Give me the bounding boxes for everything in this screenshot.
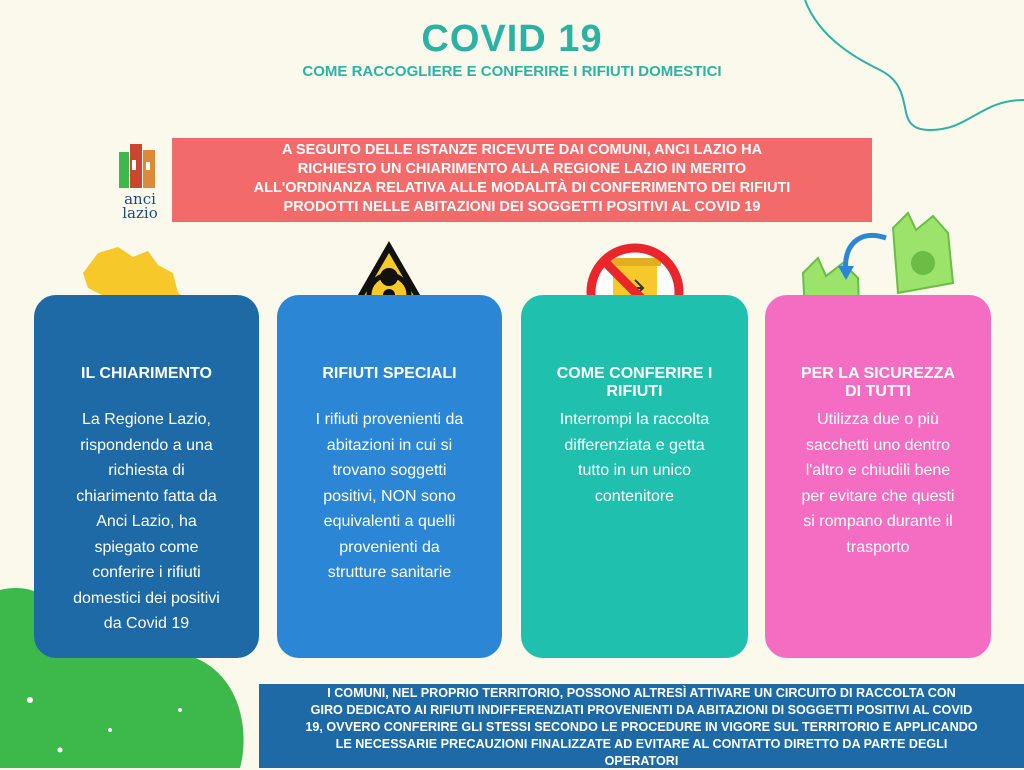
card-line: provenienti da bbox=[339, 538, 440, 556]
card-come-conferire bbox=[521, 295, 748, 658]
footer-line: OPERATORI bbox=[604, 754, 679, 768]
card-line: I rifiuti provenienti da bbox=[315, 411, 464, 428]
card-title: IL CHIARIMENTO bbox=[81, 365, 212, 382]
card-line: positivi, NON sono bbox=[323, 487, 456, 505]
card-body bbox=[48, 407, 245, 637]
card-title bbox=[775, 365, 981, 401]
footer-banner bbox=[259, 684, 1024, 768]
intro-line: RICHIESTO UN CHIARIMENTO ALLA REGIONE LAZIO IN MERITO bbox=[297, 161, 747, 177]
card-line: La Regione Lazio, bbox=[82, 411, 211, 428]
footer-line: I COMUNI, NEL PROPRIO TERRITORIO, POSSONO ALTRESÌ ATTIVARE UN CIRCUITO DI RACCOLTA CON bbox=[327, 686, 956, 700]
card-title-line: RIFIUTI bbox=[606, 383, 663, 400]
intro-line: A SEGUITO DELLE ISTANZE RICEVUTE DAI COMUNI, ANCI LAZIO HA bbox=[281, 142, 763, 158]
card-line: da Covid 19 bbox=[103, 615, 190, 632]
card-line: spiegato come bbox=[94, 538, 199, 556]
footer-line: GIRO DEDICATO AI RIFIUTI INDIFFERENZIATI PROVENIENTI DA ABITAZIONI DI SOGGETTI POSITIVI AL COVID bbox=[310, 703, 973, 717]
card-line: richiesta di bbox=[108, 462, 185, 479]
card-rifiuti-speciali bbox=[277, 295, 502, 658]
card-line: l'altro e chiudili bene bbox=[805, 462, 951, 479]
intro-banner bbox=[172, 138, 872, 222]
intro-line: PRODOTTI NELLE ABITAZIONI DEI SOGGETTI POSITIVI AL COVID 19 bbox=[283, 199, 761, 215]
page-title: COVID 19 bbox=[421, 18, 603, 60]
card-body bbox=[291, 407, 488, 586]
card-line: conferire i rifiuti bbox=[92, 564, 201, 581]
intro-line: ALL'ORDINANZA RELATIVA ALLE MODALITÀ DI CONFERIMENTO DEI RIFIUTI bbox=[253, 180, 791, 196]
card-line: sacchetti uno dentro bbox=[805, 436, 951, 454]
card-line: tutto in un unico bbox=[578, 462, 691, 479]
card-line: domestici dei positivi bbox=[73, 589, 220, 607]
card-title bbox=[531, 365, 738, 401]
card-title-line: COME CONFERIRE I bbox=[556, 365, 713, 382]
card-chiarimento bbox=[34, 295, 259, 658]
card-line: Utilizza due o più bbox=[817, 411, 939, 428]
card-title-line: PER LA SICUREZZA bbox=[800, 365, 956, 382]
card-line: chiarimento fatta da bbox=[76, 487, 217, 505]
card-line: Anci Lazio, ha bbox=[96, 513, 197, 530]
card-body bbox=[779, 407, 977, 560]
logo-text-lazio: lazio bbox=[122, 204, 158, 222]
card-line: strutture sanitarie bbox=[327, 564, 452, 581]
card-sicurezza bbox=[765, 295, 991, 658]
card-title: RIFIUTI SPECIALI bbox=[322, 365, 457, 382]
logo-text-anci: anci bbox=[124, 190, 156, 208]
card-line: contenitore bbox=[594, 487, 675, 505]
page-subtitle: COME RACCOGLIERE E CONFERIRE I RIFIUTI DOMESTICI bbox=[302, 63, 722, 80]
card-title-line: DI TUTTI bbox=[845, 383, 911, 400]
card-line: differenziata e getta bbox=[564, 436, 705, 454]
card-line: per evitare che questi bbox=[801, 487, 955, 505]
card-line: trasporto bbox=[846, 538, 910, 556]
card-line: Interrompi la raccolta bbox=[559, 411, 710, 428]
footer-line: LE NECESSARIE PRECAUZIONI FINALIZZATE AD EVITARE AL CONTATTO DIRETTO DA PARTE DEGLI bbox=[335, 737, 948, 751]
anci-lazio-logo bbox=[114, 140, 164, 190]
card-body bbox=[535, 407, 734, 509]
card-line: si rompano durante il bbox=[803, 513, 953, 530]
footer-line: 19, OVVERO CONFERIRE GLI STESSI SECONDO LE PROCEDURE IN VIGORE SUL TERRITORIO E APPLICANDO bbox=[305, 720, 978, 734]
card-line: abitazioni in cui si bbox=[326, 436, 453, 454]
card-line: trovano soggetti bbox=[332, 462, 447, 479]
card-line: rispondendo a una bbox=[80, 436, 213, 454]
card-line: equivalenti a quelli bbox=[323, 513, 456, 530]
